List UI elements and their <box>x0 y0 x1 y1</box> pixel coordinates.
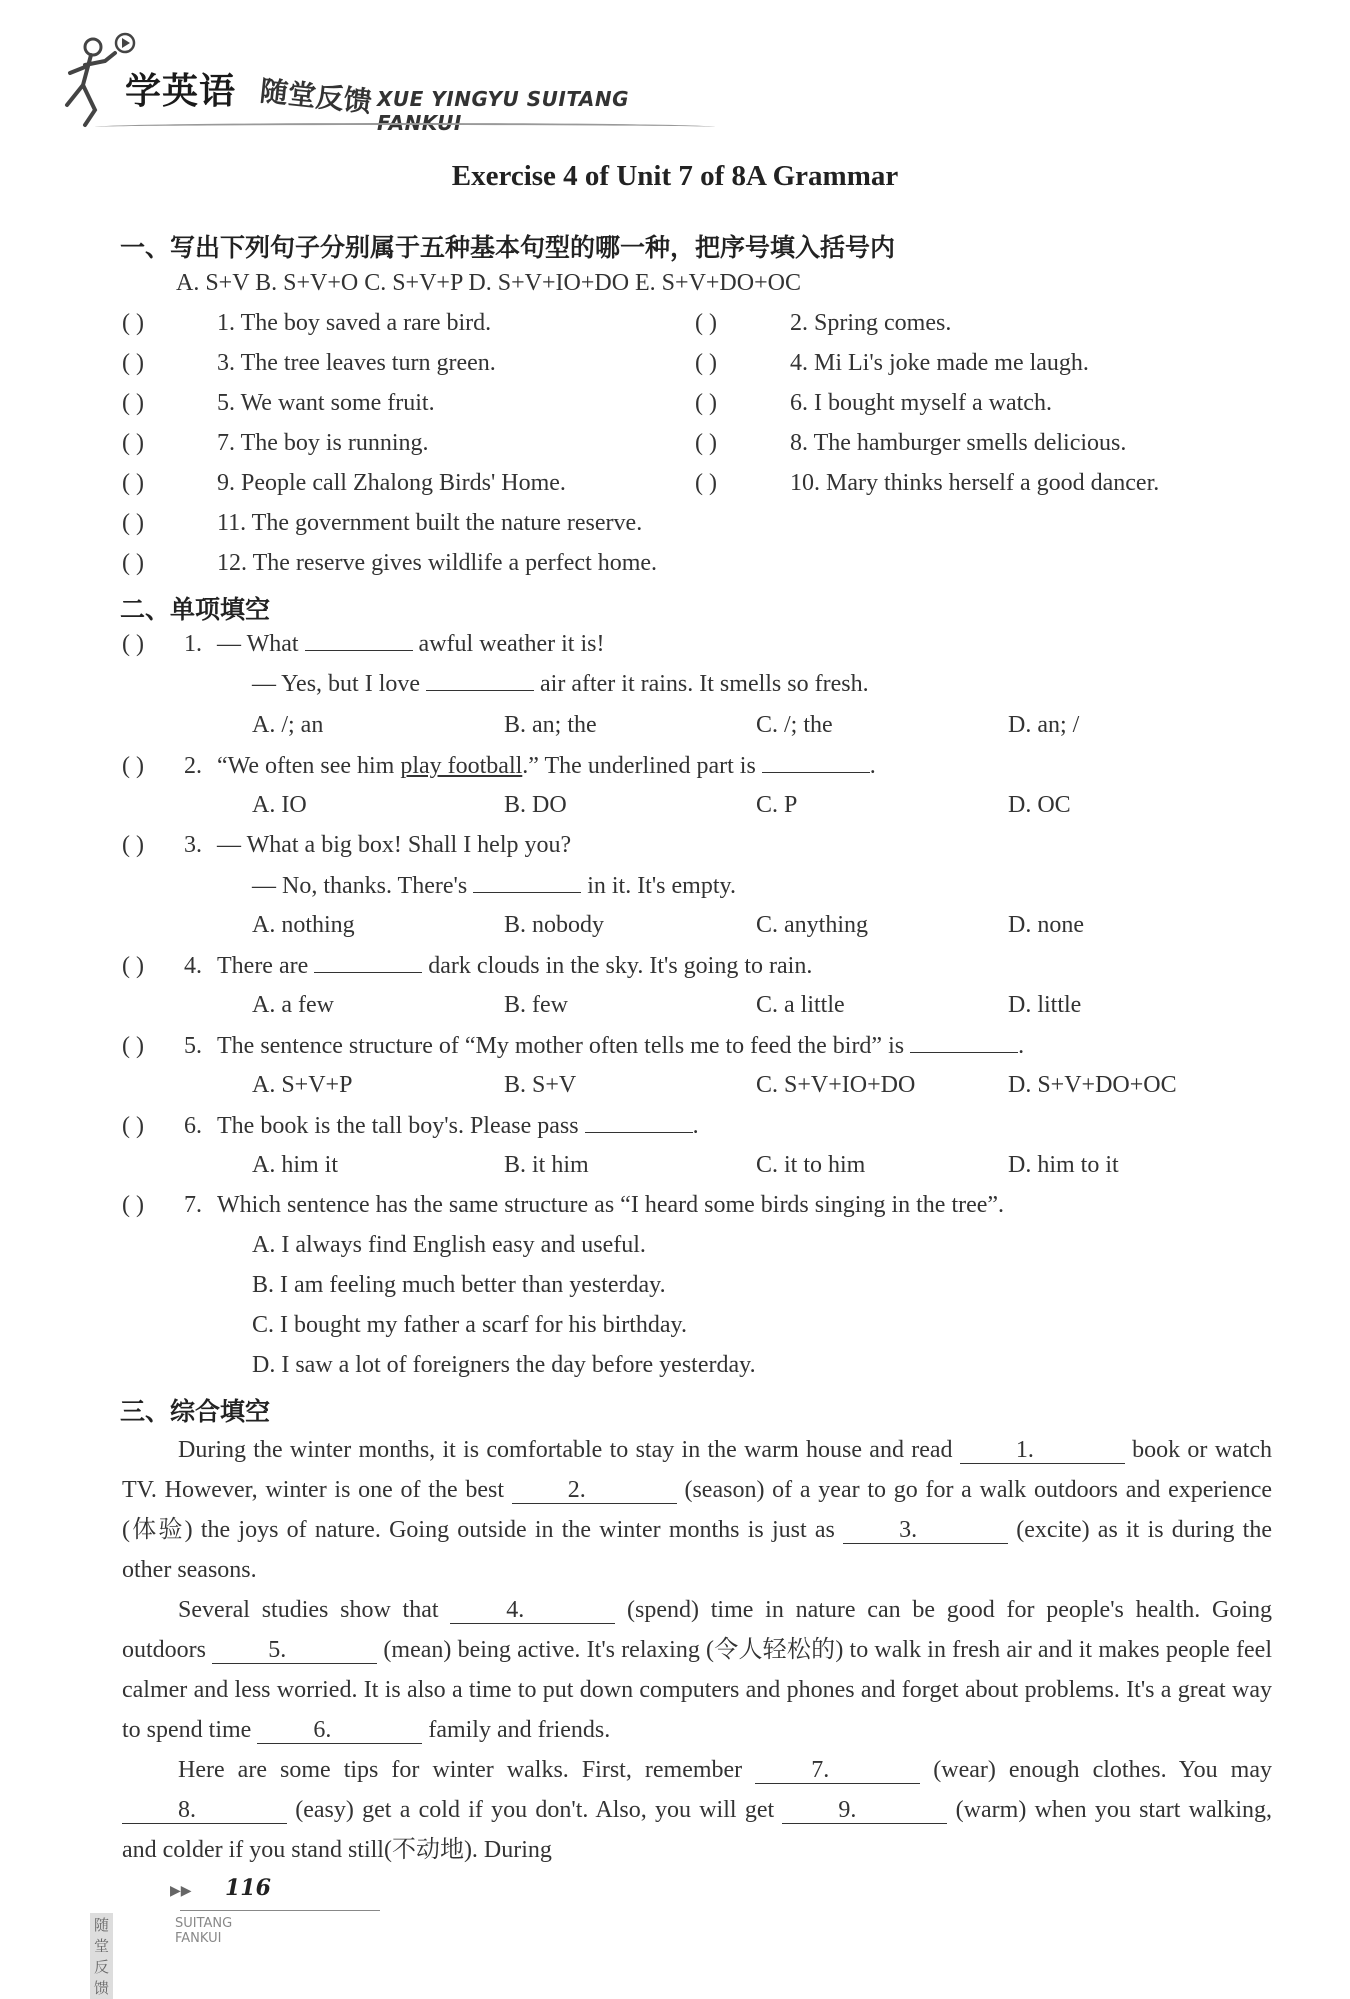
s2-q7-line: ( ) 7. Which sentence has the same structure as “I heard some birds singing in the tree”. <box>122 1192 1005 1218</box>
answer-blank[interactable] <box>426 670 534 691</box>
section3-paragraph-2: Several studies show that 4. (spend) time in nature can be good for people's health. Going outdoors 5. (mean) being active. It's relaxing (令人轻松的) to walk in fresh air and it makes people feel calmer and less worried. It is also a time to put down computers and phones and forget about problems. It's a great way to spend time 6. family and friends. <box>122 1597 1273 1743</box>
s2-q3-line2: — No, thanks. There's in it. It's empty. <box>252 873 736 899</box>
s2-q2-opt-c: C. P <box>756 792 798 818</box>
answer-blank-9[interactable]: 9. <box>782 1797 947 1824</box>
s2-q5-opt-a: A. S+V+P <box>252 1072 353 1098</box>
section2-heading: 二、单项填空 <box>120 595 271 624</box>
s1-item-4: ( ) 4. Mi Li's joke made me laugh. <box>695 350 1089 376</box>
s2-q6-opt-c: C. it to him <box>756 1152 866 1178</box>
s2-q1-line1: ( ) 1. — What awful weather it is! <box>122 631 605 657</box>
answer-blank-2[interactable]: 2. <box>512 1477 677 1504</box>
s2-q7-opt-d: D. I saw a lot of foreigners the day before yesterday. <box>252 1352 756 1378</box>
s2-q1-opt-b: B. an; the <box>504 712 597 738</box>
s2-q7-opt-c: C. I bought my father a scarf for his birthday. <box>252 1312 687 1338</box>
s2-q7-opt-b: B. I am feeling much better than yesterday. <box>252 1272 666 1298</box>
s2-q4-opt-c: C. a little <box>756 992 845 1018</box>
s1-item-2: ( ) 2. Spring comes. <box>695 310 952 336</box>
s1-item-8: ( ) 8. The hamburger smells delicious. <box>695 430 1127 456</box>
s2-q1-opt-d: D. an; / <box>1008 712 1080 738</box>
page-title: Exercise 4 of Unit 7 of 8A Grammar <box>451 160 899 192</box>
answer-blank-4[interactable]: 4. <box>450 1597 615 1624</box>
footer-en: SUITANG FANKUI <box>175 1916 233 1946</box>
s1-item-9: ( ) 9. People call Zhalong Birds' Home. <box>122 470 566 496</box>
s2-q3-line1: ( ) 3. — What a big box! Shall I help you? <box>122 832 572 858</box>
s2-q1-opt-a: A. /; an <box>252 712 324 738</box>
header-cn-subtitle: 随堂反馈 <box>258 74 374 119</box>
s2-q4-opt-d: D. little <box>1008 992 1082 1018</box>
s2-q6-line: ( ) 6. The book is the tall boy's. Please pass . <box>122 1113 699 1139</box>
answer-blank-8[interactable]: 8. <box>122 1797 287 1824</box>
s2-q5-opt-c: C. S+V+IO+DO <box>756 1072 916 1098</box>
section3-paragraph-3: Here are some tips for winter walks. First, remember 7. (wear) enough clothes. You may 8. (easy) get a cold if you don't. Also, you will get 9. (warm) when you start walking, and colder if you stand still(不动地). During <box>122 1757 1273 1863</box>
s1-item-1: ( ) 1. The boy saved a rare bird. <box>122 310 492 336</box>
answer-blank[interactable] <box>762 752 870 773</box>
s2-q2-opt-d: D. OC <box>1008 792 1071 818</box>
answer-blank-3[interactable]: 3. <box>843 1517 1008 1544</box>
double-arrow-icon: ▶▶ <box>170 1883 192 1899</box>
s1-item-6: ( ) 6. I bought myself a watch. <box>695 390 1052 416</box>
s2-q7-opt-a: A. I always find English easy and useful. <box>252 1232 646 1258</box>
s2-q5-line: ( ) 5. The sentence structure of “My mother often tells me to feed the bird” is . <box>122 1033 1025 1059</box>
s2-q4-opt-a: A. a few <box>252 992 334 1018</box>
s2-q2-opt-b: B. DO <box>504 792 567 818</box>
s2-q1-opt-c: C. /; the <box>756 712 833 738</box>
answer-blank-7[interactable]: 7. <box>755 1757 920 1784</box>
s1-item-11: ( ) 11. The government built the nature reserve. <box>122 510 643 536</box>
s1-item-12: ( ) 12. The reserve gives wildlife a perfect home. <box>122 550 658 576</box>
s2-q2-line: ( ) 2. “We often see him play football.” The underlined part is . <box>122 753 876 779</box>
s2-q2-opt-a: A. IO <box>252 792 307 818</box>
s1-item-7: ( ) 7. The boy is running. <box>122 430 429 456</box>
s2-q5-opt-d: D. S+V+DO+OC <box>1008 1072 1177 1098</box>
s2-q3-opt-a: A. nothing <box>252 912 355 938</box>
answer-blank[interactable] <box>910 1032 1018 1053</box>
footer-divider <box>180 1910 380 1911</box>
s2-q6-opt-b: B. it him <box>504 1152 589 1178</box>
answer-blank[interactable] <box>314 952 422 973</box>
s2-q6-opt-d: D. him to it <box>1008 1152 1119 1178</box>
section3-heading: 三、综合填空 <box>120 1397 271 1426</box>
answer-blank[interactable] <box>585 1112 693 1133</box>
answer-blank-5[interactable]: 5. <box>212 1637 377 1664</box>
section3-paragraph-1: During the winter months, it is comfortable to stay in the warm house and read 1. book or watch TV. However, winter is one of the best 2. (season) of a year to go for a walk outdoors and experience (体验) the joys of nature. Going outside in the winter months is just as 3. (excite) as it is during the other seasons. <box>122 1437 1273 1583</box>
s2-q3-opt-d: D. none <box>1008 912 1084 938</box>
header-en-title: XUE YINGYU SUITANG FANKUI <box>377 87 630 135</box>
s2-q6-opt-a: A. him it <box>252 1152 339 1178</box>
answer-blank[interactable] <box>473 872 581 893</box>
s2-q3-opt-b: B. nobody <box>504 912 605 938</box>
header-cn-title: 学英语 <box>125 71 237 112</box>
s1-item-5: ( ) 5. We want some fruit. <box>122 390 435 416</box>
header-divider <box>95 123 715 131</box>
answer-blank[interactable] <box>305 630 413 651</box>
s2-q1-line2: — Yes, but I love air after it rains. It smells so fresh. <box>252 671 869 697</box>
section1-options: A. S+V B. S+V+O C. S+V+P D. S+V+IO+DO E. S+V+DO+OC <box>176 270 801 296</box>
page-header <box>55 25 695 140</box>
answer-blank-1[interactable]: 1. <box>960 1437 1125 1464</box>
page-number: 116 <box>225 1875 271 1901</box>
s2-q3-opt-c: C. anything <box>756 912 868 938</box>
s2-q4-opt-b: B. few <box>504 992 568 1018</box>
footer-tag: 随堂反馈 <box>90 1913 113 1999</box>
s2-q5-opt-b: B. S+V <box>504 1072 577 1098</box>
s1-item-3: ( ) 3. The tree leaves turn green. <box>122 350 496 376</box>
section1-heading: 一、写出下列句子分别属于五种基本句型的哪一种，把序号填入括号内 <box>120 233 896 262</box>
answer-blank-6[interactable]: 6. <box>257 1717 422 1744</box>
s2-q4-line: ( ) 4. There are dark clouds in the sky. It's going to rain. <box>122 953 813 979</box>
s1-item-10: ( ) 10. Mary thinks herself a good dancer. <box>695 470 1160 496</box>
